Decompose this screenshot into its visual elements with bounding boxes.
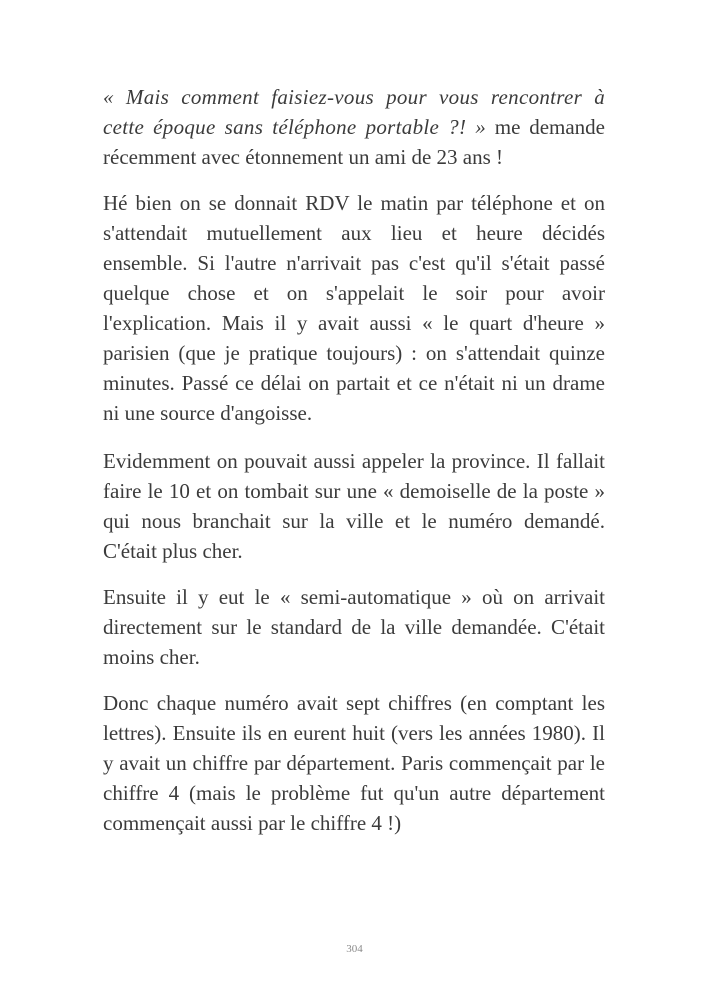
paragraph-5: Donc chaque numéro avait sept chiffres (en comptant les lettres). Ensuite ils en eurent huit (vers les années 1980). Il y avait un chiffre par département. Paris commençait par le chiffre 4 (mais le problème fut qu'un autre département commençait aussi par le chiffre 4 !)	[103, 691, 605, 835]
page-body	[103, 82, 605, 854]
paragraph-4: Ensuite il y eut le « semi-automatique » où on arrivait directement sur le standard de la ville demandée. C'était moins cher.	[103, 585, 605, 669]
paragraph-1-text: me demande récemment avec étonnement un ami de 23 ans !	[103, 115, 605, 169]
quoted-question: « Mais comment faisiez-vous pour vous rencontrer à cette époque sans téléphone portable ?! »	[103, 85, 605, 139]
page-number: 304	[346, 943, 363, 955]
paragraph-2: Hé bien on se donnait RDV le matin par téléphone et on s'attendait mutuellement aux lieu et heure décidés ensemble. Si l'autre n'arrivait pas c'est qu'il s'était passé quelque chose et on s'appelait le soir pour avoir l'explication. Mais il y avait aussi « le quart d'heure » parisien (que je pratique toujours) : on s'attendait quinze minutes. Passé ce délai on partait et ce n'était ni un drame ni une source d'angoisse.	[103, 191, 605, 425]
paragraph-1	[103, 82, 605, 172]
paragraph-3: Evidemment on pouvait aussi appeler la province. Il fallait faire le 10 et on tombait sur une « demoiselle de la poste » qui nous branchait sur la ville et le numéro demandé. C'était plus cher.	[103, 449, 605, 563]
